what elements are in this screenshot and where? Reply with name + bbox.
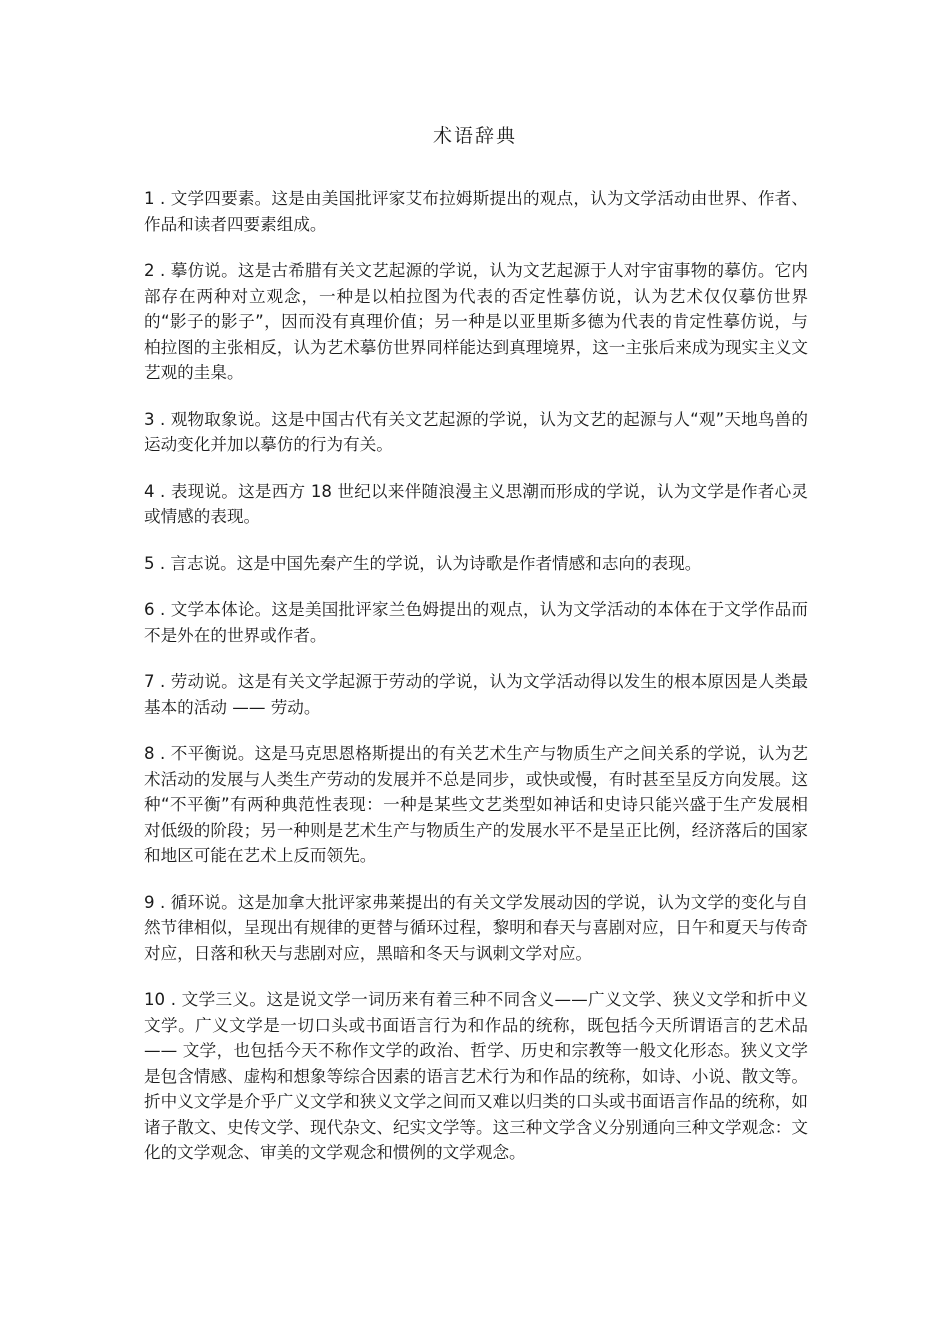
document-title: 术语辞典 [432,125,517,147]
glossary-entry-1: 1 . 文学四要素。这是由美国批评家艾布拉姆斯提出的观点，认为文学活动由世界、作者、作品和读者四要素组成。 [144,189,808,234]
glossary-entry-5: 5 . 言志说。这是中国先秦产生的学说，认为诗歌是作者情感和志向的表现。 [144,553,702,573]
glossary-entry-7: 7 . 劳动说。这是有关文学起源于劳动的学说，认为文学活动得以发生的根本原因是人类最基本的活动 —— 劳动。 [144,672,808,717]
glossary-entry-3: 3 . 观物取象说。这是中国古代有关文艺起源的学说，认为文艺的起源与人“观”天地鸟兽的运动变化并加以摹仿的行为有关。 [144,409,808,454]
glossary-entry-2: 2 . 摹仿说。这是古希腊有关文艺起源的学说，认为文艺起源于人对宇宙事物的摹仿。它内部存在两种对立观念，一种是以柏拉图为代表的否定性摹仿说，认为艺术仅仅摹仿世界的“影子的影子”，因而没有真理价值；另一种是以亚里斯多德为代表的肯定性摹仿说，与柏拉图的主张相反，认为艺术摹仿世界同样能达到真理境界，这一主张后来成为现实主义文艺观的圭臬。 [144,261,808,382]
glossary-entry-4: 4 . 表现说。这是西方 18 世纪以来伴随浪漫主义思潮而形成的学说，认为文学是作者心灵或情感的表现。 [144,481,808,526]
glossary-entries [144,186,808,1187]
glossary-entry-6: 6 . 文学本体论。这是美国批评家兰色姆提出的观点，认为文学活动的本体在于文学作品而不是外在的世界或作者。 [144,600,808,645]
glossary-entry-8: 8 . 不平衡说。这是马克思恩格斯提出的有关艺术生产与物质生产之间关系的学说，认为艺术活动的发展与人类生产劳动的发展并不总是同步，或快或慢，有时甚至呈反方向发展。这种“不平衡”有两种典范性表现：一种是某些文艺类型如神话和史诗只能兴盛于生产发展相对低级的阶段；另一种则是艺术生产与物质生产的发展水平不是呈正比例，经济落后的国家和地区可能在艺术上反而领先。 [144,744,808,865]
glossary-entry-9: 9 . 循环说。这是加拿大批评家弗莱提出的有关文学发展动因的学说，认为文学的变化与自然节律相似，呈现出有规律的更替与循环过程，黎明和春天与喜剧对应，日午和夏天与传奇对应，日落和秋天与悲剧对应，黑暗和冬天与讽刺文学对应。 [144,892,808,963]
glossary-entry-10: 10 . 文学三义。这是说文学一词历来有着三种不同含义——广义文学、狭义文学和折中义文学。广义文学是一切口头或书面语言行为和作品的统称，既包括今天所谓语言的艺术品 —— 文学，也包括今天不称作文学的政治、哲学、历史和宗教等一般文化形态。狭义文学是包含情感、虚构和想象等综合因素的语言艺术行为和作品的统称，如诗、小说、散文等。折中义文学是介乎广义文学和狭义文学之间而又难以归类的口头或书面语言作品的统称，如诸子散文、史传文学、现代杂文、纪实文学等。这三种文学含义分别通向三种文学观念：文化的文学观念、审美的文学观念和惯例的文学观念。 [144,990,808,1162]
